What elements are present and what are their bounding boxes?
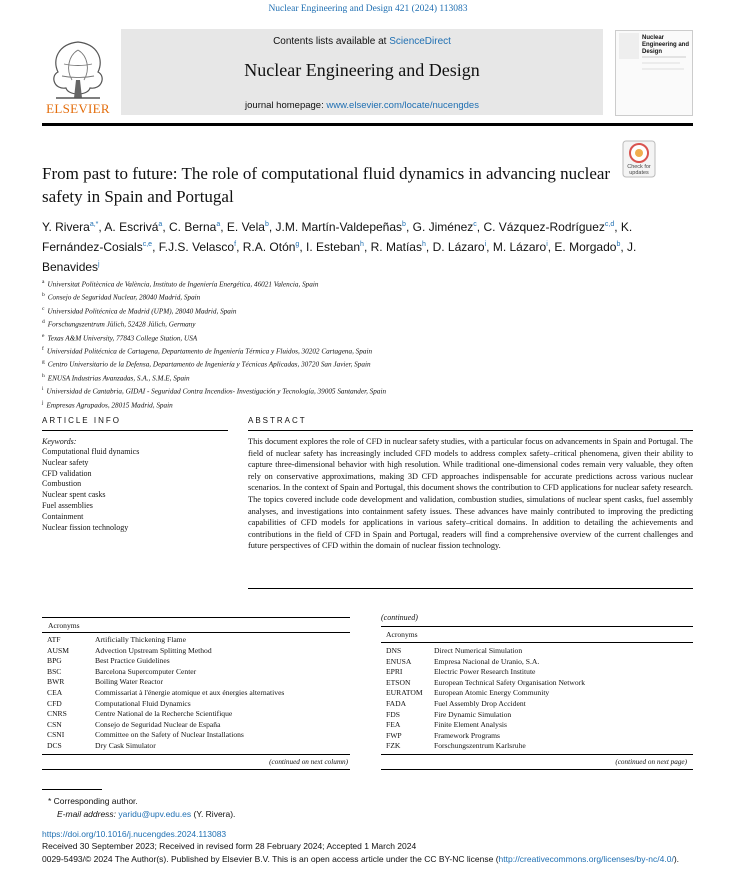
acronym-key: CEA — [47, 687, 63, 697]
acronym-row — [381, 741, 693, 752]
acronym-row — [381, 731, 693, 742]
acronym-key: ENUSA — [386, 656, 412, 666]
affiliation — [42, 317, 662, 330]
article-info-rule — [42, 430, 228, 431]
contents-line — [121, 36, 603, 47]
license-statement — [42, 853, 693, 865]
acronym-key: FADA — [386, 698, 407, 708]
author-affiliation-marker[interactable]: h — [421, 241, 426, 248]
keyword: Nuclear spent casks — [42, 490, 106, 500]
email-suffix: (Y. Rivera). — [191, 809, 236, 819]
license-text: 0029-5493/© 2024 The Author(s). Published by Elsevier B.V. This is an open access article under the CC BY-NC license ( — [42, 854, 499, 864]
affiliation — [42, 344, 662, 357]
affiliation-key: g — [42, 359, 45, 366]
acronym-row — [42, 656, 350, 667]
affiliation — [42, 331, 662, 344]
acronym-row — [381, 667, 693, 678]
author-affiliation-marker[interactable]: g — [295, 241, 300, 248]
acronym-row — [381, 646, 693, 657]
affiliation — [42, 357, 662, 370]
author-affiliation-marker[interactable]: a — [158, 221, 163, 228]
sciencedirect-link[interactable]: ScienceDirect — [389, 36, 451, 47]
author-affiliation-marker[interactable]: c,e — [142, 241, 153, 248]
acronym-definition: Committee on the Safety of Nuclear Installations — [95, 730, 244, 740]
author[interactable]: R. Matías — [370, 240, 422, 254]
acronym-table-right-end-rule — [381, 769, 693, 770]
acronym-table-right-bottom-rule — [381, 754, 693, 755]
acronym-table-bottom-rule — [42, 754, 350, 755]
acronym-row — [42, 709, 350, 720]
check-for-updates-label[interactable]: Check for updates — [627, 164, 651, 176]
header-rule — [42, 123, 693, 126]
acronym-key: FDS — [386, 709, 400, 719]
affiliation-key: h — [42, 372, 45, 379]
acronym-key: EPRI — [386, 667, 403, 677]
acronym-definition: Barcelona Supercomputer Center — [95, 666, 197, 676]
affiliation-key: i — [42, 386, 44, 393]
keyword: Containment — [42, 511, 84, 521]
acronym-definition: Commissariat à l'énergie atomique et aux énergies alternatives — [95, 687, 285, 697]
acronym-key: BWR — [47, 677, 65, 687]
author-affiliation-marker[interactable]: j — [98, 261, 100, 268]
acronym-row — [381, 710, 693, 721]
acronym-table-right — [381, 646, 693, 752]
acronyms-heading-right: Acronyms — [386, 630, 418, 639]
acronym-table-right-top-rule — [381, 626, 693, 627]
author[interactable]: C. Berna — [168, 220, 217, 234]
acronym-row — [42, 667, 350, 678]
license-end: ). — [673, 854, 680, 864]
cover-title: Nuclear Engineering and Design — [642, 35, 690, 55]
acronym-row — [42, 730, 350, 741]
acronyms-heading: Acronyms — [48, 621, 80, 630]
acronym-key: FZK — [386, 741, 401, 751]
acronym-definition: Best Practice Guidelines — [95, 656, 170, 666]
acronym-table-top-rule — [42, 617, 350, 618]
author-affiliation-marker[interactable]: c — [473, 221, 477, 228]
email-link[interactable]: yaridu@upv.edu.es — [118, 809, 192, 819]
affiliation-list — [42, 277, 662, 411]
corresponding-author-note: * Corresponding author. — [48, 796, 138, 806]
acronym-definition: Fire Dynamic Simulation — [434, 709, 512, 719]
keyword: Fuel assemblies — [42, 500, 93, 510]
affiliation-key: e — [42, 332, 45, 339]
acronym-key: EURATOM — [386, 688, 423, 698]
journal-name: Nuclear Engineering and Design — [244, 60, 480, 80]
author-affiliation-marker[interactable]: h — [360, 241, 364, 248]
keyword: Combustion — [42, 479, 82, 489]
acronym-key: FEA — [386, 720, 401, 730]
author[interactable]: A. Escrivá — [104, 220, 159, 234]
email-note — [57, 809, 235, 819]
abstract-text: This document explores the role of CFD in nuclear safety studies, with a particular focus on advancements in Spain and Portugal. The field of nuclear safety has increasingly included CFD models to address complex safety–critical phenomena, given their ability to capture three-dimensional behavior with high resolution. While traditional one-dimensional codes remain very valuable, they often rely on conservative approximations, making 3D CFD approaches indispensable for accurate predictions across various nuclear scenarios. In the context of Spain and Portugal, this document shows the contribution to CFD applications for nuclear safety research. The topics covered include code development and validation, combustion studies, simulations of nuclear spent casks, fuel assembly analyses, and investigations into containment safety issues. These advances have mainly contributed to improving the predicting capabilities of CFD models for applications in various safety–critical domains. In addition to detailing the achievements and contributions in the field of CFD in Spain and Portugal, readers will find a comprehensive overview of the current challenges and future perspectives of CFD within the domain of nuclear fission technology. — [248, 437, 693, 551]
acronym-key: ATF — [47, 635, 61, 644]
author-affiliation-marker[interactable]: f — [234, 241, 237, 248]
acronym-row — [381, 720, 693, 731]
affiliation-key: c — [42, 305, 45, 312]
author-affiliation-marker[interactable]: a,* — [89, 221, 99, 228]
affiliation-key: f — [42, 345, 44, 352]
acronym-definition: Artificially Thickening Flame — [95, 635, 186, 644]
affiliation-text: ENUSA Industrias Avanzadas, S.A., S.M.E, Spain — [47, 374, 190, 383]
keyword: Nuclear safety — [42, 457, 89, 467]
keyword-list — [42, 447, 228, 533]
affiliation-key: b — [42, 292, 45, 299]
author[interactable]: C. Vázquez-Rodríguez — [483, 220, 605, 234]
acronym-definition: Dry Cask Simulator — [95, 740, 156, 750]
acronym-key: BSC — [47, 666, 62, 676]
homepage-prefix: journal homepage: — [245, 100, 327, 111]
acronym-definition: Electric Power Research Institute — [434, 667, 536, 677]
abstract-end-rule — [248, 588, 693, 589]
affiliation-text: Universidad Politécnica de Cartagena, Departamento de Ingeniería Térmica y Fluidos, 30202 Cartagena, Spain — [46, 347, 373, 356]
acronym-key: AUSM — [47, 645, 69, 655]
affiliation-text: Empresas Agrupados, 28015 Madrid, Spain — [46, 400, 173, 409]
author[interactable]: I. Esteban — [306, 240, 361, 254]
acronym-row — [381, 657, 693, 668]
continued-next-column: (continued on next column) — [269, 758, 348, 766]
author[interactable]: E. Vela — [226, 220, 265, 234]
contents-prefix: Contents lists available at — [273, 36, 390, 47]
acronym-key: DCS — [47, 740, 62, 750]
affiliation-text: Universidad de Cantabria, GIDAI - Seguridad Contra Incendios- Investigación y Tecnología, 39005 Santander, Spain — [46, 387, 387, 396]
cover-lines-icon — [640, 53, 690, 113]
acronym-row — [42, 720, 350, 731]
keyword: Nuclear fission technology — [42, 522, 129, 532]
author[interactable]: F.J.S. Velasco — [158, 240, 235, 254]
acronym-key: CSN — [47, 719, 62, 729]
author[interactable]: D. Lázaro — [432, 240, 485, 254]
acronym-definition: Advection Upstream Splitting Method — [95, 645, 212, 655]
affiliation-text: Universidad Politécnica de Madrid (UPM), 28040 Madrid, Spain — [47, 307, 237, 316]
acronym-row — [42, 646, 350, 657]
acronym-table-right-head-rule — [381, 642, 693, 643]
acronym-definition: Boiling Water Reactor — [95, 677, 163, 687]
keyword: Computational fluid dynamics — [42, 447, 140, 456]
article-info-heading: ARTICLE INFO — [42, 416, 121, 425]
license-link[interactable]: http://creativecommons.org/licenses/by-nc/4.0/ — [498, 854, 674, 864]
acronym-row — [42, 635, 350, 646]
acronym-row — [42, 688, 350, 699]
acronym-row — [381, 678, 693, 689]
acronym-definition: Computational Fluid Dynamics — [95, 698, 191, 708]
author[interactable]: M. Lázaro — [492, 240, 547, 254]
acronym-key: CFD — [47, 698, 62, 708]
continued-label: (continued) — [381, 613, 418, 622]
author-affiliation-marker[interactable]: c,d — [604, 221, 615, 228]
affiliation — [42, 398, 662, 411]
abstract-heading: ABSTRACT — [248, 416, 307, 425]
acronym-table-end-rule — [42, 769, 350, 770]
acronym-key: CSNI — [47, 730, 65, 740]
author[interactable]: J.M. Martín-Valdepeñas — [275, 220, 403, 234]
author-list: Y. Rivera$^{a,*}$, A. Escrivá$^a$, C. Berna$^a$, E. Vela$^b$, J.M. Martín-Valdepeñas$^b$, G. Jiménez$^c$, C. Vázquez-Rodríguez$^{c,d}$, K. Fernández-Cosials$^{c,e}$, F.J.S. Velasco$^f$, R.A. Otón$^g$, I. Esteban$^h$, R. Matías$^h$, D. Lázaro$^i$, M. Lázaro$^i$, E. Morgado$^b$, J. Benavides$^j$ — [42, 220, 637, 274]
author-affiliation-marker[interactable]: a — [216, 221, 221, 228]
acronym-table-left — [42, 635, 350, 752]
author-affiliation-marker[interactable]: b — [264, 221, 269, 228]
affiliation-key: a — [42, 279, 45, 285]
journal-homepage — [121, 100, 603, 111]
doi-link[interactable]: https://doi.org/10.1016/j.nucengdes.2024.113083 — [42, 829, 227, 839]
acronym-definition: Empresa Nacional de Uranio, S.A. — [434, 656, 540, 666]
abstract-rule — [248, 430, 693, 431]
acronym-key: FWP — [386, 730, 402, 740]
journal-reference[interactable]: Nuclear Engineering and Design 421 (2024) 113083 — [268, 4, 468, 14]
homepage-link[interactable]: www.elsevier.com/locate/nucengdes — [326, 100, 479, 111]
author-affiliation-marker[interactable]: i — [484, 241, 487, 248]
affiliation-text: Forschungszentrum Jülich, 52428 Jülich, Germany — [47, 320, 196, 329]
acronym-key: BPG — [47, 656, 62, 666]
acronym-row — [381, 699, 693, 710]
acronym-definition: Finite Element Analysis — [434, 720, 507, 730]
acronym-definition: Centre National de la Recherche Scientifique — [95, 709, 233, 719]
author[interactable]: Y. Rivera — [42, 220, 90, 234]
affiliation-text: Consejo de Seguridad Nuclear, 28040 Madrid, Spain — [47, 293, 201, 302]
keyword: CFD validation — [42, 468, 92, 478]
acronym-key: ETSON — [386, 677, 411, 687]
acronym-row — [42, 699, 350, 710]
acronym-key: CNRS — [47, 709, 67, 719]
affiliation — [42, 371, 662, 384]
acronym-row — [42, 677, 350, 688]
affiliation-key: d — [42, 319, 45, 326]
cover-logo-icon — [619, 33, 639, 59]
affiliation — [42, 277, 662, 290]
author[interactable]: R.A. Otón — [242, 240, 296, 254]
affiliation-text: Centro Universitario de la Defensa, Departamento de Ingeniería y Técnicas Aplicadas, 30720 San Javier, Spain — [47, 360, 371, 369]
affiliation — [42, 384, 662, 397]
author-affiliation-marker[interactable]: b — [402, 221, 406, 228]
email-label: E-mail address: — [57, 809, 119, 819]
acronym-key: DNS — [386, 646, 402, 655]
acronym-definition: Consejo de Seguridad Nuclear de España — [95, 719, 221, 729]
acronym-definition: European Technical Safety Organisation Network — [434, 677, 586, 687]
keywords-heading: Keywords: — [42, 437, 77, 446]
journal-cover-thumbnail[interactable] — [615, 30, 693, 116]
author-affiliation-marker[interactable]: i — [546, 241, 548, 248]
author-affiliation-marker[interactable]: b — [616, 241, 621, 248]
acronym-definition: European Atomic Energy Community — [434, 688, 550, 698]
affiliation — [42, 304, 662, 317]
affiliation-key: j — [42, 399, 44, 406]
affiliation — [42, 290, 662, 303]
acronym-definition: Framework Programs — [434, 730, 501, 740]
footnote-rule — [42, 789, 102, 790]
acronym-definition: Direct Numerical Simulation — [434, 646, 523, 655]
author[interactable]: G. Jiménez — [412, 220, 474, 234]
author[interactable]: K. Fernández-Cosials — [42, 220, 633, 254]
continued-next-page: (continued on next page) — [615, 758, 687, 766]
affiliation-text: Texas A&M University, 77843 College Station, USA — [47, 333, 198, 342]
acronym-table-head-rule — [42, 632, 350, 633]
author[interactable]: E. Morgado — [554, 240, 617, 254]
author[interactable]: J. Benavides — [42, 240, 637, 274]
received-dates: Received 30 September 2023; Received in revised form 28 February 2024; Accepted 1 March 2024 — [42, 841, 417, 851]
acronym-definition: Forschungszentrum Karlsruhe — [434, 741, 526, 751]
acronym-row — [42, 741, 350, 752]
publisher-wordmark: ELSEVIER — [46, 101, 110, 116]
acronym-row — [381, 688, 693, 699]
acronym-definition: Fuel Assembly Drop Accident — [434, 698, 526, 708]
affiliation-text: Universitat Politècnica de València, Instituto de Ingeniería Energética, 46021 Valencia, Spain — [47, 280, 319, 289]
article-title: From past to future: The role of computational fluid dynamics in advancing nuclear safety in Spain and Portugal — [42, 164, 611, 206]
